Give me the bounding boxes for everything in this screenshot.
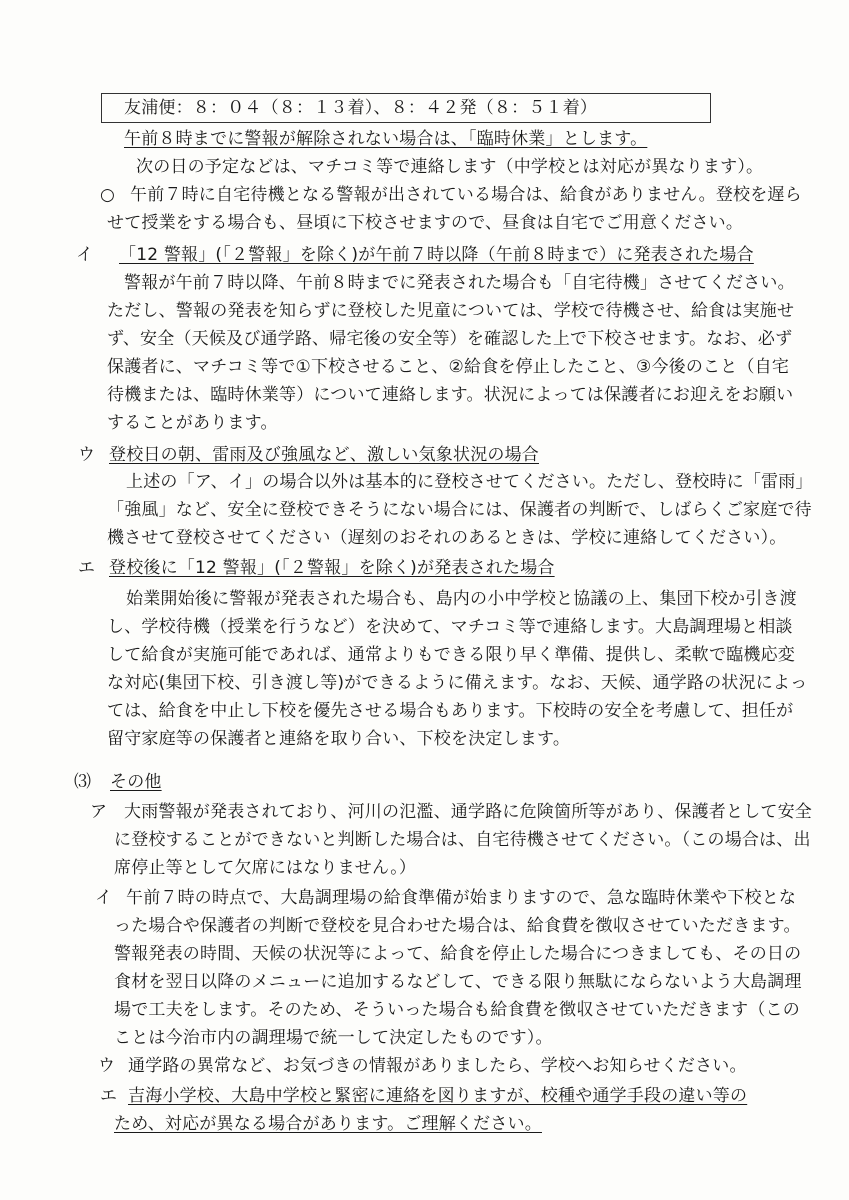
item-e-heading: 登校後に「12 警報」(「２警報」を除く)が発表された場合 <box>109 558 555 578</box>
sec3-i-line5: 場で工夫をします。そのため、そういった場合も給食費を徴収させていただきます（この <box>114 1000 800 1020</box>
item-i-line1: 警報が午前７時以降、午前８時までに発表された場合も「自宅待機」させてください。 <box>124 273 795 293</box>
item-i-line4: 保護者に、マチコミ等で①下校させること、②給食を停止したこと、③今後のこと（自宅 <box>107 357 790 377</box>
item-u-line3: 機させて登校させてください（遅刻のおそれのあるときは、学校に連絡してください）。 <box>107 528 787 548</box>
lunch-notice-line1: 午前７時に自宅待機となる警報が出されている場合は、給食がありません。登校を遅ら <box>130 185 802 205</box>
item-e-line6: 留守家庭等の保護者と連絡を取り合い、下校を決定します。 <box>107 729 571 749</box>
sec3-i-line2: った場合や保護者の判断で登校を見合わせた場合は、給食費を徴収させていただきます。 <box>114 916 801 936</box>
sec3-i-line4: 食材を翌日以降のメニューに追加するなどして、できる限り無駄にならないよう大島調理 <box>114 972 802 992</box>
item-i-line5: 待機または、臨時休業等）について連絡します。状況によっては保護者にお迎えをお願い <box>107 385 794 405</box>
item-i-line6: することがあります。 <box>107 413 278 433</box>
sec3-e-line1: 吉海小学校、大島中学校と緊密に連絡を図りますが、校種や通学手段の違い等の <box>128 1086 748 1106</box>
item-i-marker: イ <box>76 245 93 265</box>
sec3-u-marker: ウ <box>98 1056 115 1076</box>
sec3-i-line3: 警報発表の時間、天候の状況等によって、給食を停止した場合につきましても、その日の <box>114 944 802 964</box>
item-i-line3: ず、安全（天候及び通学路、帰宅後の安全等）を確認した上で下校させます。なお、必ず <box>107 329 793 349</box>
sec3-a-marker: ア <box>90 802 107 822</box>
lunch-notice-line2: せて授業をする場合も、昼頃に下校させますので、昼食は自宅でご用意ください。 <box>107 213 744 233</box>
item-u-line2: 「強風」など、安全に登校できそうにない場合には、保護者の判断で、しばらくご家庭で待 <box>107 500 812 520</box>
sec3-i-marker: イ <box>95 888 112 908</box>
circle-marker: ○ <box>100 185 115 205</box>
item-u-marker: ウ <box>78 445 95 465</box>
sec3-i-line1: 午前７時の時点で、大島調理場の給食準備が始まりますので、急な臨時休業や下校とな <box>126 888 797 908</box>
sec3-a-line3: 席停止等として欠席にはなりません。） <box>114 858 417 878</box>
item-u-line1: 上述の「ア、イ」の場合以外は基本的に登校させてください。ただし、登校時に「雷雨」 <box>126 472 813 492</box>
item-e-line2: し、学校待機（授業を行うなど）を決めて、マチコミ等で連絡します。大島調理場と相談 <box>107 617 793 637</box>
sec3-a-line2: に登校することができないと判断した場合は、自宅待機させてください。（この場合は、出 <box>114 830 811 850</box>
section-3-title: その他 <box>110 772 162 792</box>
sec3-i-line6: ことは今治市内の調理場で統一して決定したものです）。 <box>114 1028 553 1048</box>
contact-notice: 次の日の予定などは、マチコミ等で連絡します（中学校とは対応が異なります）。 <box>136 157 764 177</box>
item-e-line3: して給食が実施可能であれば、通常よりもできる限り早く準備、提供し、柔軟で臨機応変 <box>107 645 795 665</box>
item-i-heading: 「12 警報」(「２警報」を除く)が午前７時以降（午前８時まで）に発表された場合 <box>119 245 754 265</box>
item-u-heading: 登校日の朝、雷雨及び強風など、激しい気象状況の場合 <box>109 445 539 465</box>
closure-notice: 午前８時までに警報が解除されない場合は、「臨時休業」とします。 <box>124 129 648 149</box>
bus-schedule-text: 友浦便：８：０４（８：１３着）、８：４２発（８：５１着） <box>124 98 598 118</box>
sec3-a-line1: 大雨警報が発表されており、河川の氾濫、通学路に危険箇所等があり、保護者として安全 <box>124 802 812 822</box>
section-3-number: ⑶ <box>74 772 91 792</box>
item-e-marker: エ <box>78 558 95 578</box>
item-e-line5: ては、給食を中止し下校を優先させる場合もあります。下校時の安全を考慮して、担任が <box>107 701 794 721</box>
item-e-line1: 始業開始後に警報が発表された場合も、島内の小中学校と協議の上、集団下校か引き渡 <box>126 589 797 609</box>
sec3-e-marker: エ <box>100 1086 117 1106</box>
sec3-u-line1: 通学路の異常など、お気づきの情報がありましたら、学校へお知らせください。 <box>128 1056 747 1076</box>
item-e-line4: な対応(集団下校、引き渡し等)ができるように備えます。なお、天候、通学路の状況によっ <box>107 673 808 693</box>
sec3-e-line2: ため、対応が異なる場合があります。ご理解ください。 <box>114 1114 542 1134</box>
item-i-line2: ただし、警報の発表を知らずに登校した児童については、学校で待機させ、給食は実施せ <box>107 301 795 321</box>
